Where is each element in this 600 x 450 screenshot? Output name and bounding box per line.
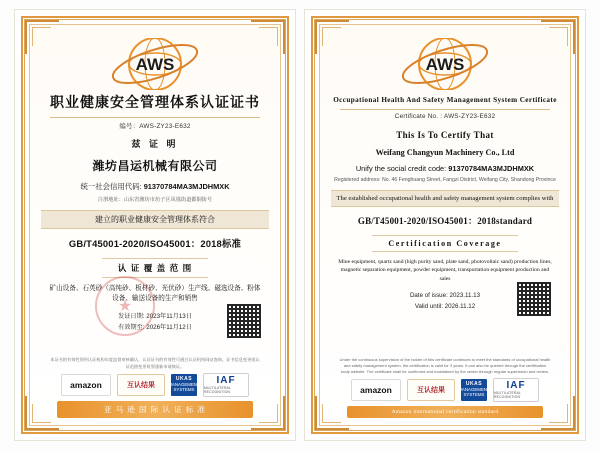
valid-date-value: 2026.11.12 xyxy=(444,302,476,310)
scope-text: Mine equipment, quartz sand (high purity sand, plate sand, photovoltaic sand) production lines, magnetic separation equipment, powder equipment, transportation equipment production and sales xyxy=(338,259,552,282)
iaf-logo xyxy=(203,373,249,397)
svg-text:AWS: AWS xyxy=(135,55,175,74)
standard-name: GB/T45001-2020/ISO45001：2018标准 xyxy=(68,238,242,249)
footer-band: 亚 马 逊 国 际 认 证 标 准 xyxy=(57,401,253,418)
scope-heading: Certification Coverage xyxy=(372,235,517,252)
company-name: 潍坊昌运机械有限公司 xyxy=(92,159,218,173)
certificate-number-label: Certificate No. : xyxy=(394,113,443,120)
amazon-logo xyxy=(61,374,111,396)
compliance-band: The established occupational health and safety management system complies with xyxy=(331,190,559,207)
accreditation-logos xyxy=(41,373,269,397)
legal-note: Under the continuous supervision of the holder of this certificate continues to meet the standards of occupational health and safety management system, the certification is valid for 3 years. It can also be queried through the certification body website. The certificate shall be confirmed and maintained by the center through regular supervision and review. xyxy=(339,357,551,374)
ukas-logo-line2: MANAGEMENT xyxy=(168,381,200,387)
svg-text:AWS: AWS xyxy=(425,55,465,74)
ukas-logo-line3: SYSTEMS xyxy=(463,391,485,397)
ukas-logo xyxy=(168,374,200,396)
registered-address: 注册地址：山东省潍坊市坊子区凤凰街道都铜街号 xyxy=(97,197,213,203)
iaf-logo-title: IAF xyxy=(506,380,526,391)
mutual-recognition-text: 互认结果 xyxy=(127,382,155,389)
certificate-english xyxy=(304,9,586,441)
certificate-chinese xyxy=(14,9,296,441)
company-name: Weifang Changyun Machinery Co., Ltd xyxy=(375,148,515,157)
valid-date-label: 有效期至: xyxy=(118,323,145,331)
ukas-logo-title: UKAS xyxy=(465,381,483,388)
certify-line: 兹 证 明 xyxy=(131,139,179,149)
aws-globe-logo-icon xyxy=(385,38,505,90)
aws-globe-logo-icon xyxy=(95,38,215,90)
mutual-recognition-logo xyxy=(407,379,455,401)
qr-code xyxy=(515,280,553,318)
issue-date-label: Date of issue: xyxy=(409,292,448,300)
certificate-number-label: 编号： xyxy=(119,123,140,130)
issue-date-value: 2023.11.13 xyxy=(449,292,481,300)
iaf-logo xyxy=(493,378,539,402)
legal-note: 本证书的有效性须经认证机构年度监督审核确认，认证证书的有效性可通过认证机构网站查询。证书信息变更或认证范围变更时须重新申请换证。 xyxy=(50,357,260,369)
credit-code-value: 91370784MA3MJDHMXK xyxy=(143,182,230,191)
amazon-logo-text: amazon xyxy=(360,385,392,395)
certificate-number xyxy=(395,113,495,120)
mutual-recognition-text: 互认结果 xyxy=(417,387,445,394)
accreditation-logos xyxy=(331,378,559,402)
issue-date-value: 2023年11月13日 xyxy=(146,313,192,321)
credit-code-label: Unify the social credit code: xyxy=(355,164,447,173)
mutual-recognition-logo xyxy=(117,374,165,396)
footer-band: Amazon international certification standard xyxy=(347,406,543,418)
issue-date-label: 发证日期: xyxy=(118,313,145,321)
dates-block xyxy=(41,312,269,333)
registered-address: Registered address: No. 46 Fenghuang Street, Fangzi District, Weifang City, Shandong Province xyxy=(334,177,556,183)
iaf-logo-subtitle: MULTILATERAL RECOGNITION xyxy=(494,391,522,399)
amazon-logo-text: amazon xyxy=(70,380,102,390)
iaf-logo-title: IAF xyxy=(216,375,236,386)
scope-text: 矿山设备、石英砂（高纯砂、板材砂、光伏砂）生产线、磁选设备、粉体设备、输送设备的生产和销售 xyxy=(49,285,261,303)
iaf-logo-subtitle: MULTILATERAL RECOGNITION xyxy=(204,386,232,394)
certificate-number-value: AWS-ZY23-E632 xyxy=(139,123,191,130)
dates-block xyxy=(331,291,559,312)
amazon-logo xyxy=(351,379,401,401)
ukas-logo-line3: SYSTEMS xyxy=(173,386,195,392)
ukas-logo xyxy=(458,379,490,401)
credit-code xyxy=(80,181,229,192)
certificate-number xyxy=(119,121,190,130)
credit-code xyxy=(356,164,534,173)
credit-code-label: 统一社会信用代码: xyxy=(80,182,142,191)
page-title: Occupational Health And Safety Management System Certificate xyxy=(333,96,557,104)
certificate-number-value: AWS-ZY23-E632 xyxy=(443,113,496,120)
divider xyxy=(50,117,260,118)
page-title: 职业健康安全管理体系认证证书 xyxy=(50,94,260,110)
divider xyxy=(340,109,550,110)
ukas-logo-title: UKAS xyxy=(175,376,193,383)
compliance-band: 建立的职业健康安全管理体系符合 xyxy=(41,210,269,229)
scope-heading: 认 证 覆 盖 范 围 xyxy=(102,258,209,278)
valid-date-label: Valid until: xyxy=(414,302,443,310)
credit-code-value: 91370784MA3MJDHMXK xyxy=(448,164,535,173)
qr-code xyxy=(225,302,263,340)
certify-line: This Is To Certify That xyxy=(396,130,494,140)
valid-date-value: 2026年11月12日 xyxy=(146,323,192,331)
standard-name: GB/T45001-2020/ISO45001：2018standard xyxy=(357,216,533,226)
ukas-logo-line2: MANAGEMENT xyxy=(458,386,490,392)
